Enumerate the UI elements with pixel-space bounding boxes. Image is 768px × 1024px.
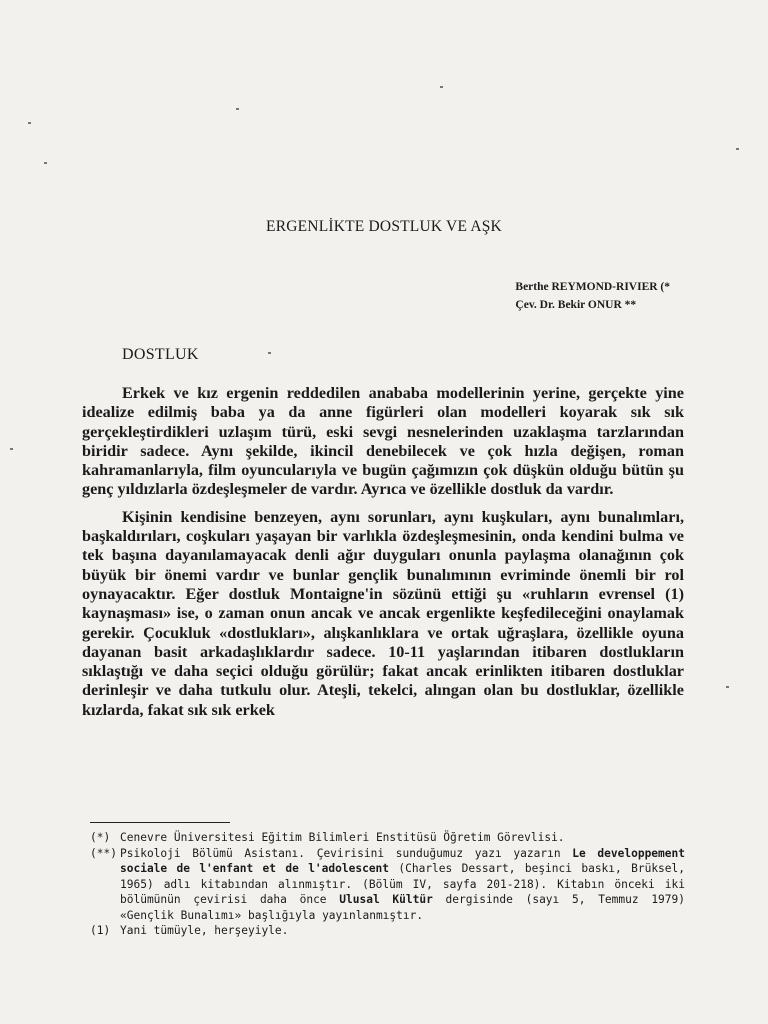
article-body xyxy=(82,384,684,720)
translator-line: Çev. Dr. Bekir ONUR ** xyxy=(515,299,637,311)
scan-speck xyxy=(44,162,47,164)
footnote-emphasis: Le developpement sociale de l'enfant et de l'adolescent xyxy=(120,846,685,875)
scan-speck xyxy=(736,148,739,150)
footnote xyxy=(90,830,685,846)
scan-speck xyxy=(268,352,271,354)
footnote-mark: (1) xyxy=(90,924,111,937)
footnote-run: dergisinde (sayı 5, Temmuz 1979) «Gençlik Bunalımı» başlığıyla yayınlanmıştır. xyxy=(120,893,685,922)
footnote-run: Psikoloji Bölümü Asistanı. Çevirisini sunduğumuz yazı yazarın xyxy=(120,846,573,860)
footnote-mark: (**) xyxy=(90,846,117,860)
author-block xyxy=(515,278,670,314)
footnote xyxy=(90,923,685,939)
footnote-run: Yani tümüyle, herşeyiyle. xyxy=(120,924,289,937)
scan-speck xyxy=(236,108,239,110)
footnote-emphasis: Ulusal Kültür xyxy=(339,893,433,906)
footnotes xyxy=(90,830,685,939)
section-heading: DOSTLUK xyxy=(122,346,199,363)
footnote-divider xyxy=(90,822,230,823)
body-paragraph: Erkek ve kız ergenin reddedilen anababa modellerinin yerine, gerçekte yine idealize edilmiş baba ya da anne figürleri olan modelleri koyarak sık sık gerçekleştirdikleri uzlaşım türü, eski sevgi nesnelerinden uzaklaşma tarzlarından biridir sadece. Aynı şekilde, ikincil denebilecek ve çok hızla değişen, roman kahramanlarıyla, film oyuncularıyla ve bugün çağımızın çok düşkün olduğu bütün şu genç yıldızlarla özdeşleşmeler de vardır. Ayrıca ve özellikle dostluk da vardır. xyxy=(82,384,684,499)
author-line: Berthe REYMOND-RIVIER (* xyxy=(515,281,670,293)
footnote-text xyxy=(120,830,685,846)
scan-speck xyxy=(726,686,729,688)
footnote-run: Cenevre Üniversitesi Eğitim Bilimleri Enstitüsü Öğretim Görevlisi. xyxy=(120,831,565,844)
article-title: ERGENLİKTE DOSTLUK VE AŞK xyxy=(266,218,502,235)
scan-speck xyxy=(440,86,443,88)
body-paragraph: Kişinin kendisine benzeyen, aynı sorunları, aynı kuşkuları, aynı bunalımları, başkaldırıları, coşkuları yaşayan bir varlıkla özdeşleşmesinin, onda kendini bulma ve tek başına dayanılamayacak denli ağır duyguları onunla paylaşma olanağının çok büyük bir önemi vardır ve bunlar gençlik bunalımının evriminde önemli bir rol oynayacaktır. Eğer dostluk Montaigne'in sözünü ettiği şu «ruhların evrensel (1) kaynaşması» ise, o zaman onun ancak ve ancak ergenlikte keşfedileceğini onaylamak gerekir. Çocukluk «dostlukları», alışkanlıklara ve ortak uğraşlara, özellikle oyuna dayanan basit arkadaşlıklardır sadece. 10-11 yaşlarından itibaren dostlukların sıklaştığı ve daha seçici olduğu görülür; fakat ancak erinlikten itibaren dostluklar derinleşir ve daha tutkulu olur. Ateşli, tekelci, alıngan olan bu dostluklar, özellikle kızlarda, fakat sık sık erkek xyxy=(82,507,684,719)
footnote-text xyxy=(120,923,685,939)
footnote-mark: (*) xyxy=(90,831,111,844)
footnote-run: (Charles Dessart, beşinci baskı, Brüksel, 1965) adlı kitabından alınmıştır. (Bölüm IV, sayfa 201-218). Kitabın önceki iki bölümünün çevirisi daha önce xyxy=(120,862,685,906)
footnote-text xyxy=(120,846,685,924)
scan-speck xyxy=(28,122,31,124)
scan-speck xyxy=(10,448,13,450)
footnote xyxy=(90,846,685,924)
